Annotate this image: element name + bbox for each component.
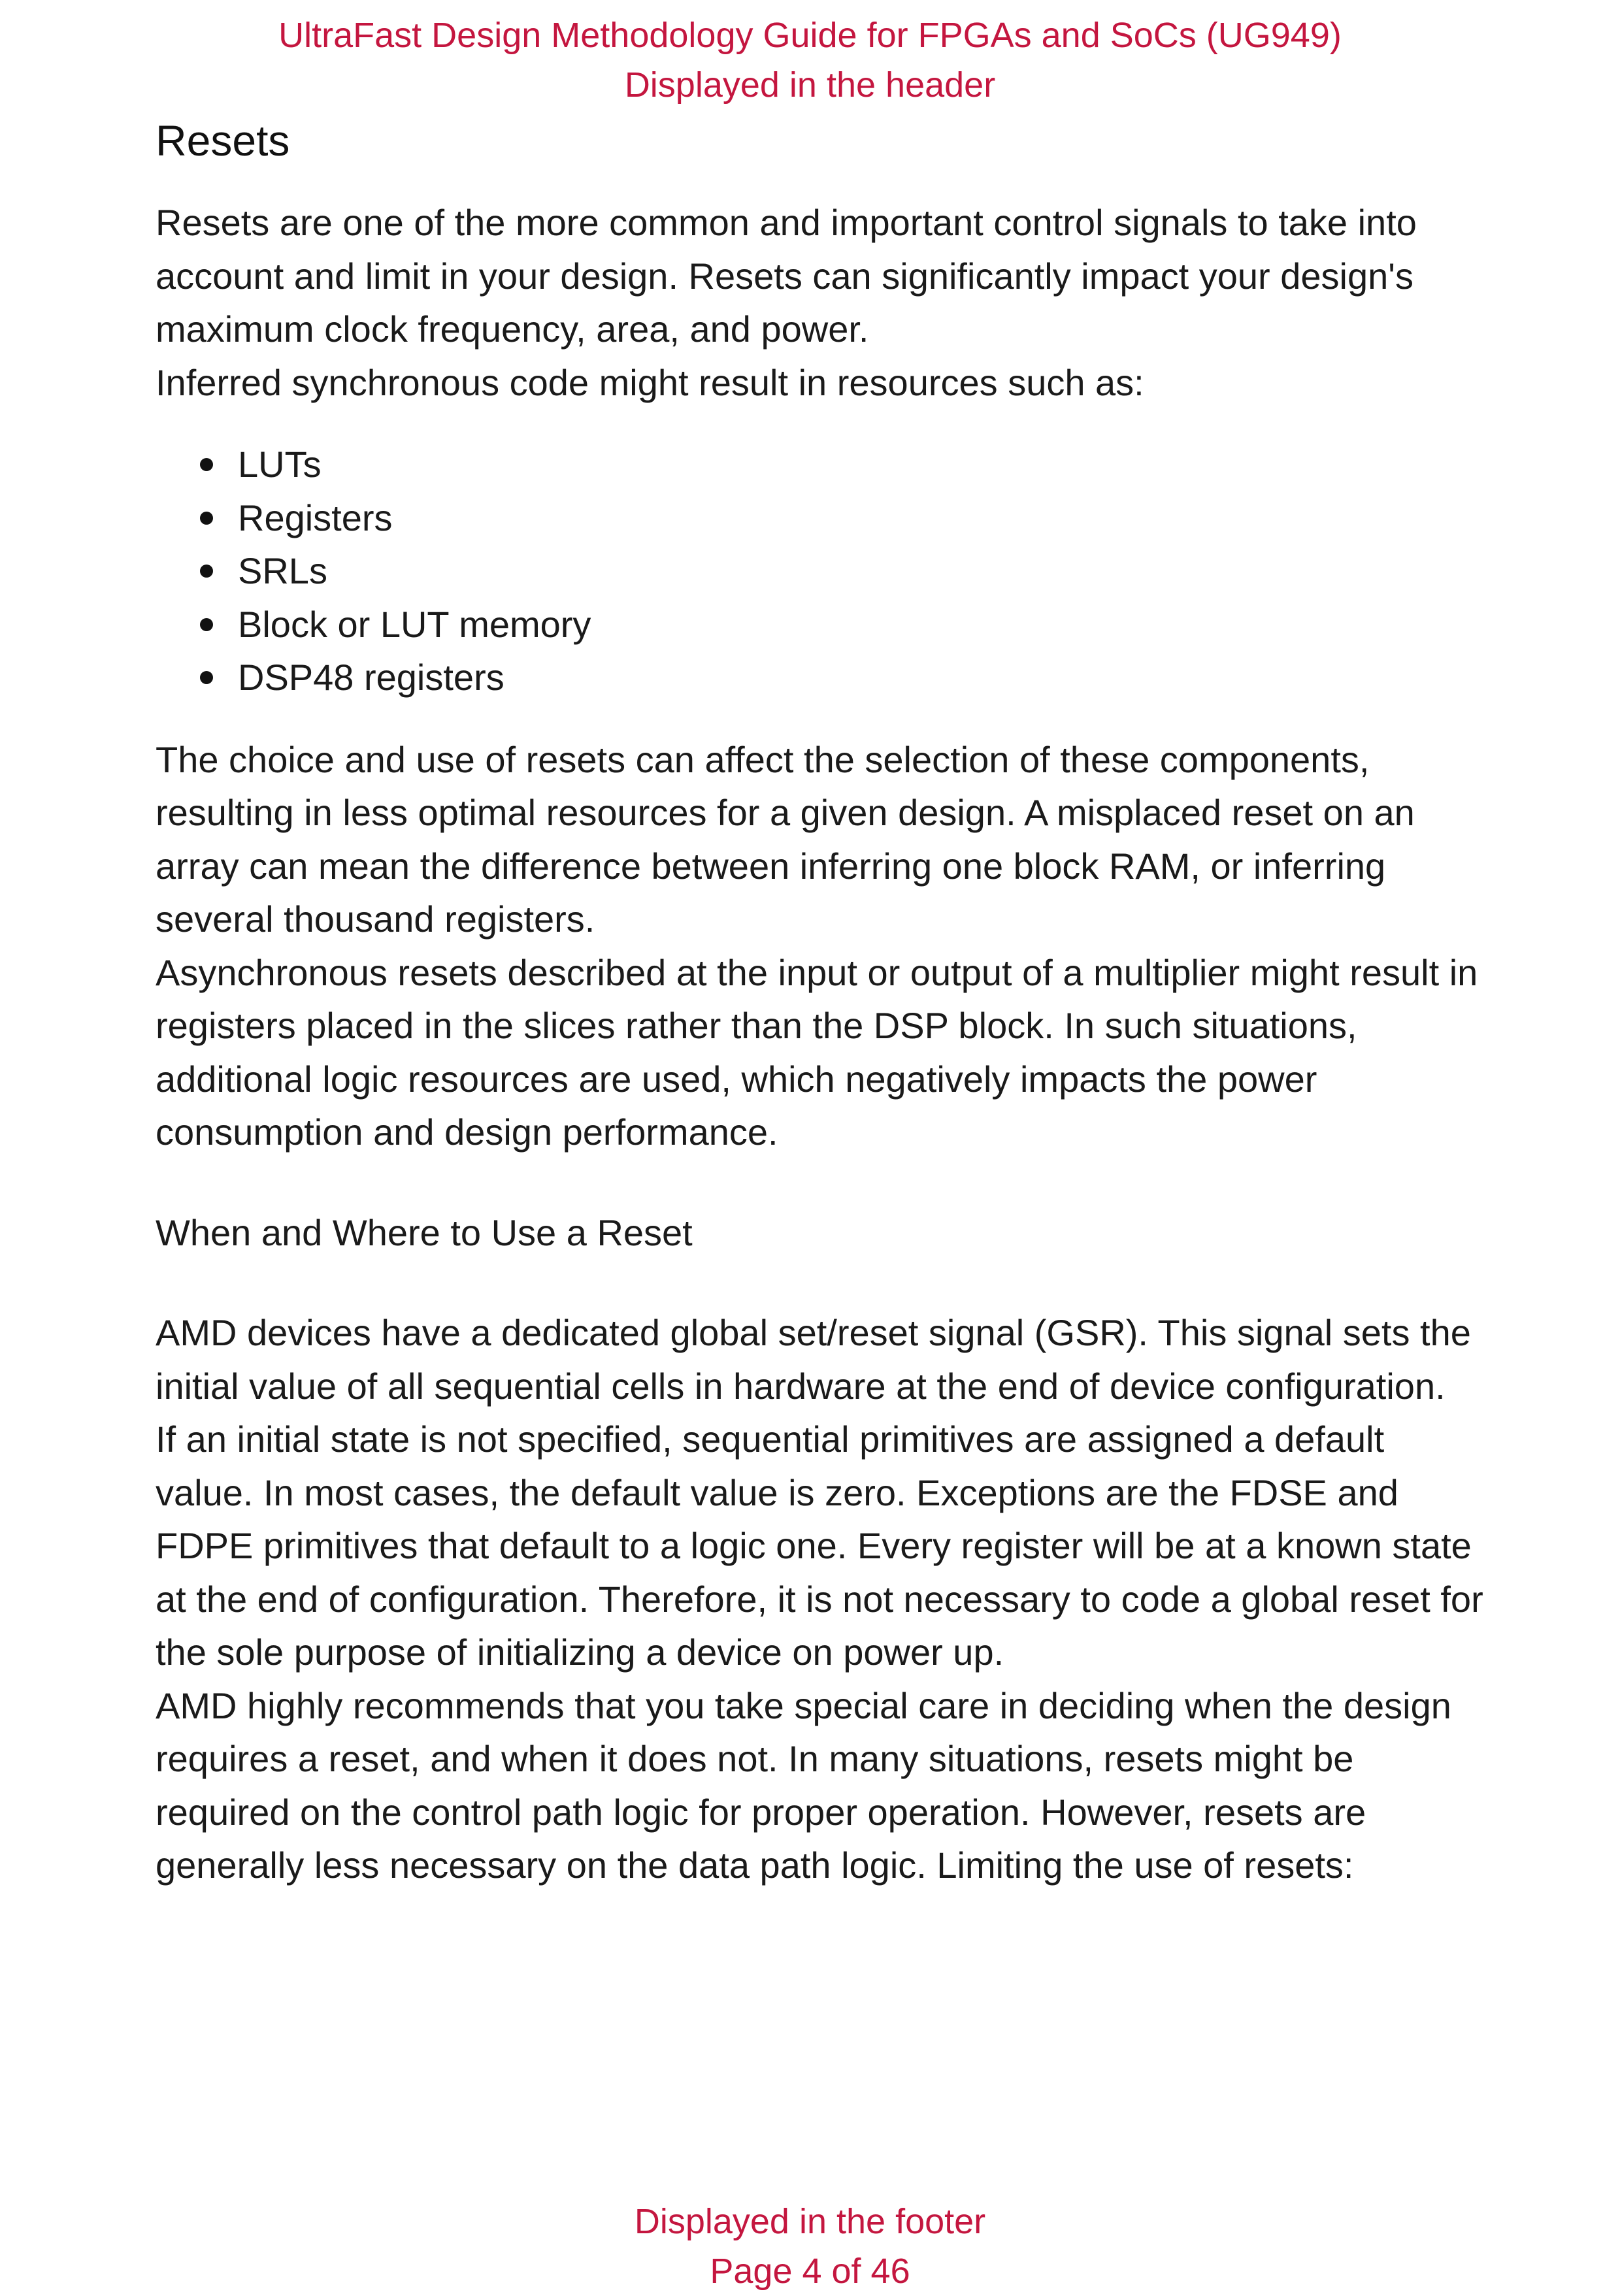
list-item-label: Registers [238,497,393,538]
list-item [156,598,1489,651]
list-item-label: DSP48 registers [238,657,504,698]
bullet-icon [200,671,213,684]
header-note: Displayed in the header [624,65,996,105]
list-item-label: LUTs [238,444,322,485]
paragraph-gsr: AMD devices have a dedicated global set/reset signal (GSR). This signal sets the initial value of all sequential cells in hardware at the end of device configuration. [156,1312,1471,1407]
bullet-icon [200,618,213,631]
paragraph-recommendation: AMD highly recommends that you take special care in deciding when the design requires a reset, and when it does not. In many situations, resets might be required on the control path logic for proper operation. However, resets are generally less necessary on the data path logic. Limiting the use of resets: [156,1684,1451,1886]
page-content [156,111,1489,1892]
document-title: UltraFast Design Methodology Guide for FPGAs and SoCs (UG949) [278,16,1342,55]
paragraph-async: Asynchronous resets described at the input or output of a multiplier might result in registers placed in the slices rather than the DSP block. In such situations, additional logic resources are used, which negatively impacts the power consumption and design performance. [156,951,1478,1153]
page-footer [0,2197,1620,2296]
paragraph-choice: The choice and use of resets can affect the selection of these components, resulting in less optimal resources for a given design. A misplaced reset on an array can mean the difference between inferring one block RAM, or inferring several thousand registers. [156,738,1415,940]
list-item-label: SRLs [238,550,327,591]
bullet-icon [200,458,213,471]
list-item-label: Block or LUT memory [238,603,591,645]
paragraph-initial-state: If an initial state is not specified, sequential primitives are assigned a default value. In most cases, the default value is zero. Exceptions are the FDSE and FDPE primitives that default to a logic one. Every register will be at a known state at the end of configuration. Therefore, it is not necessary to code a global reset for the sole purpose of initializing a device on power up. [156,1419,1483,1673]
list-item [156,544,1489,598]
list-item [156,438,1489,491]
paragraph-intro: Resets are one of the more common and important control signals to take into account and limit in your design. Resets can significantly impact your design's maximum clock frequency, area, and power. [156,202,1417,350]
section-title: Resets [156,116,290,165]
list-item [156,491,1489,545]
bullet-icon [200,565,213,578]
paragraph-inferred: Inferred synchronous code might result in resources such as: [156,361,1144,403]
footer-note: Displayed in the footer [634,2202,986,2241]
page-number: Page 4 of 46 [710,2252,910,2291]
subheading-when-where: When and Where to Use a Reset [156,1211,693,1253]
page-header [0,10,1620,110]
resource-list [156,438,1489,704]
list-item [156,651,1489,704]
bullet-icon [200,512,213,525]
